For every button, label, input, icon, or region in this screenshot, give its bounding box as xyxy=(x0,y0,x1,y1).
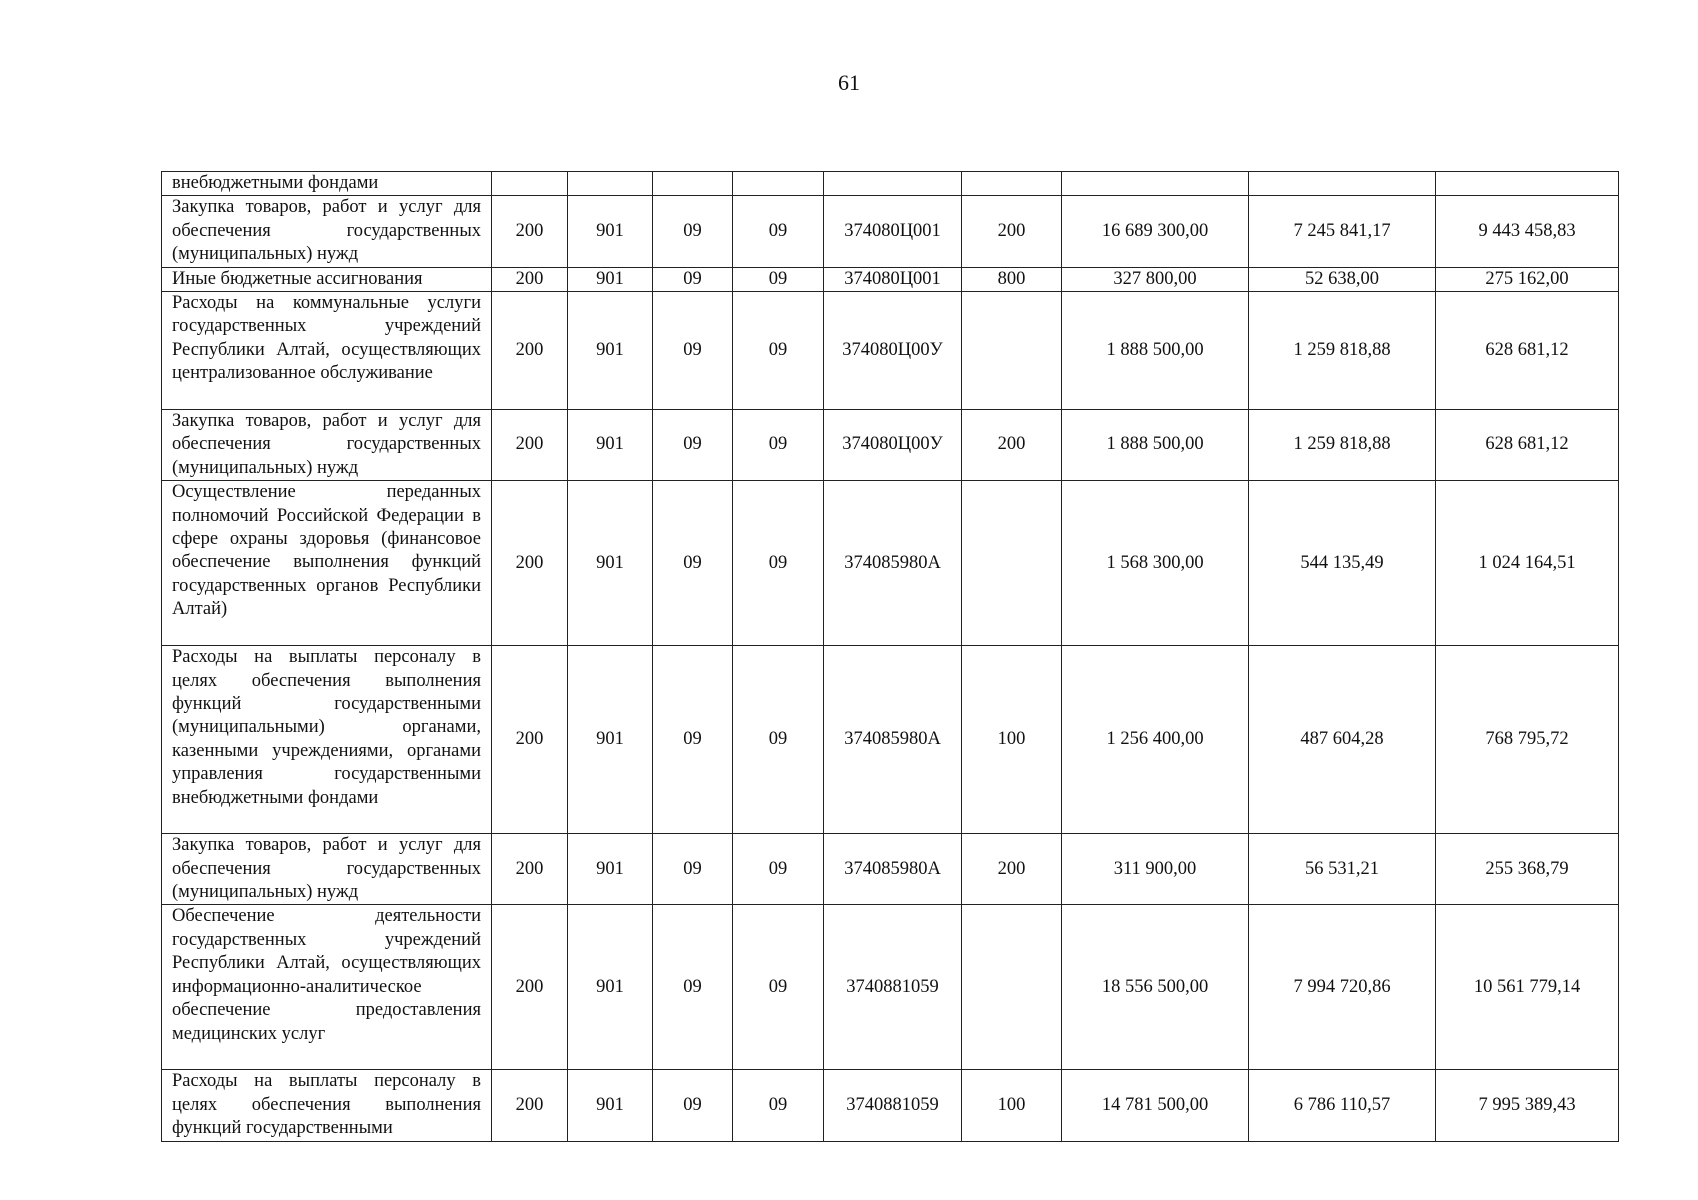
page-number: 61 xyxy=(838,70,860,95)
row-name: Расходы на выплаты персоналу в целях обеспечения выполнения функций государственными xyxy=(162,1070,492,1141)
cell-col2: 901 xyxy=(568,292,653,410)
cell-col8: 52 638,00 xyxy=(1249,267,1436,291)
table-row xyxy=(162,196,1619,267)
cell-col3: 09 xyxy=(653,905,733,1070)
budget-table xyxy=(161,171,1619,1142)
cell-col9: 10 561 779,14 xyxy=(1436,905,1619,1070)
table-row xyxy=(162,292,1619,410)
cell-col6: 100 xyxy=(962,1070,1062,1141)
cell-col5: 374085980А xyxy=(824,646,962,834)
cell-col9: 628 681,12 xyxy=(1436,410,1619,481)
cell-col1: 200 xyxy=(492,267,568,291)
row-name: Закупка товаров, работ и услуг для обеспечения государственных (муниципальных) нужд xyxy=(162,410,492,481)
table-row xyxy=(162,172,1619,196)
cell-col9: 7 995 389,43 xyxy=(1436,1070,1619,1141)
table-row xyxy=(162,905,1619,1070)
cell-col2: 901 xyxy=(568,267,653,291)
cell-col1: 200 xyxy=(492,646,568,834)
cell-col6 xyxy=(962,292,1062,410)
cell-col1: 200 xyxy=(492,410,568,481)
cell-col5: 3740881059 xyxy=(824,905,962,1070)
cell-col7: 1 888 500,00 xyxy=(1062,292,1249,410)
cell-col7 xyxy=(1062,172,1249,196)
cell-col4: 09 xyxy=(733,905,824,1070)
table-row xyxy=(162,834,1619,905)
row-name: Расходы на выплаты персоналу в целях обеспечения выполнения функций государственными (муниципальными) органами, казенными учреждениями, органами управления государственными внебюджетными фондами xyxy=(162,646,492,834)
cell-col5: 374080Ц00У xyxy=(824,292,962,410)
cell-col7: 18 556 500,00 xyxy=(1062,905,1249,1070)
cell-col4: 09 xyxy=(733,834,824,905)
cell-col1: 200 xyxy=(492,834,568,905)
cell-col6 xyxy=(962,905,1062,1070)
cell-col5: 374080Ц001 xyxy=(824,196,962,267)
cell-col8: 1 259 818,88 xyxy=(1249,292,1436,410)
cell-col2: 901 xyxy=(568,905,653,1070)
cell-col1: 200 xyxy=(492,196,568,267)
cell-col4: 09 xyxy=(733,267,824,291)
cell-col5: 3740881059 xyxy=(824,1070,962,1141)
row-name: Осуществление переданных полномочий Российской Федерации в сфере охраны здоровья (финансовое обеспечение выполнения функций государственных органов Республики Алтай) xyxy=(162,481,492,646)
row-name: Закупка товаров, работ и услуг для обеспечения государственных (муниципальных) нужд xyxy=(162,196,492,267)
cell-col7: 327 800,00 xyxy=(1062,267,1249,291)
cell-col2: 901 xyxy=(568,1070,653,1141)
cell-col1: 200 xyxy=(492,1070,568,1141)
cell-col8: 56 531,21 xyxy=(1249,834,1436,905)
cell-col1: 200 xyxy=(492,481,568,646)
cell-col9: 255 368,79 xyxy=(1436,834,1619,905)
cell-col9: 1 024 164,51 xyxy=(1436,481,1619,646)
cell-col9 xyxy=(1436,172,1619,196)
cell-col8: 544 135,49 xyxy=(1249,481,1436,646)
cell-col8: 487 604,28 xyxy=(1249,646,1436,834)
cell-col3: 09 xyxy=(653,646,733,834)
cell-col3 xyxy=(653,172,733,196)
table-row xyxy=(162,646,1619,834)
table-row xyxy=(162,267,1619,291)
cell-col8: 7 245 841,17 xyxy=(1249,196,1436,267)
cell-col8: 6 786 110,57 xyxy=(1249,1070,1436,1141)
cell-col3: 09 xyxy=(653,196,733,267)
table-row xyxy=(162,410,1619,481)
row-name: Иные бюджетные ассигнования xyxy=(162,267,492,291)
cell-col4: 09 xyxy=(733,292,824,410)
cell-col1: 200 xyxy=(492,905,568,1070)
cell-col8 xyxy=(1249,172,1436,196)
cell-col3: 09 xyxy=(653,410,733,481)
cell-col4: 09 xyxy=(733,481,824,646)
cell-col7: 1 888 500,00 xyxy=(1062,410,1249,481)
cell-col5 xyxy=(824,172,962,196)
cell-col5: 374085980А xyxy=(824,481,962,646)
row-name: Расходы на коммунальные услуги государственных учреждений Республики Алтай, осуществляющих централизованное обслуживание xyxy=(162,292,492,410)
cell-col6 xyxy=(962,481,1062,646)
cell-col7: 16 689 300,00 xyxy=(1062,196,1249,267)
cell-col4: 09 xyxy=(733,196,824,267)
row-name: внебюджетными фондами xyxy=(162,172,492,196)
cell-col2: 901 xyxy=(568,646,653,834)
cell-col2: 901 xyxy=(568,410,653,481)
cell-col3: 09 xyxy=(653,292,733,410)
cell-col3: 09 xyxy=(653,481,733,646)
cell-col3: 09 xyxy=(653,1070,733,1141)
cell-col9: 275 162,00 xyxy=(1436,267,1619,291)
cell-col6: 100 xyxy=(962,646,1062,834)
cell-col5: 374080Ц00У xyxy=(824,410,962,481)
row-name: Закупка товаров, работ и услуг для обеспечения государственных (муниципальных) нужд xyxy=(162,834,492,905)
cell-col3: 09 xyxy=(653,267,733,291)
cell-col1: 200 xyxy=(492,292,568,410)
table-row xyxy=(162,481,1619,646)
cell-col4: 09 xyxy=(733,646,824,834)
cell-col9: 628 681,12 xyxy=(1436,292,1619,410)
cell-col2: 901 xyxy=(568,196,653,267)
cell-col4 xyxy=(733,172,824,196)
cell-col2: 901 xyxy=(568,481,653,646)
cell-col7: 1 256 400,00 xyxy=(1062,646,1249,834)
cell-col5: 374085980А xyxy=(824,834,962,905)
cell-col6: 200 xyxy=(962,410,1062,481)
cell-col6: 200 xyxy=(962,834,1062,905)
cell-col8: 7 994 720,86 xyxy=(1249,905,1436,1070)
cell-col3: 09 xyxy=(653,834,733,905)
cell-col7: 1 568 300,00 xyxy=(1062,481,1249,646)
cell-col6: 800 xyxy=(962,267,1062,291)
cell-col5: 374080Ц001 xyxy=(824,267,962,291)
cell-col2: 901 xyxy=(568,834,653,905)
cell-col7: 311 900,00 xyxy=(1062,834,1249,905)
cell-col2 xyxy=(568,172,653,196)
cell-col6: 200 xyxy=(962,196,1062,267)
row-name: Обеспечение деятельности государственных учреждений Республики Алтай, осуществляющих информационно-аналитическое обеспечение предоставления медицинских услуг xyxy=(162,905,492,1070)
cell-col7: 14 781 500,00 xyxy=(1062,1070,1249,1141)
cell-col8: 1 259 818,88 xyxy=(1249,410,1436,481)
cell-col4: 09 xyxy=(733,410,824,481)
cell-col6 xyxy=(962,172,1062,196)
cell-col9: 768 795,72 xyxy=(1436,646,1619,834)
cell-col9: 9 443 458,83 xyxy=(1436,196,1619,267)
cell-col1 xyxy=(492,172,568,196)
table-row xyxy=(162,1070,1619,1141)
cell-col4: 09 xyxy=(733,1070,824,1141)
